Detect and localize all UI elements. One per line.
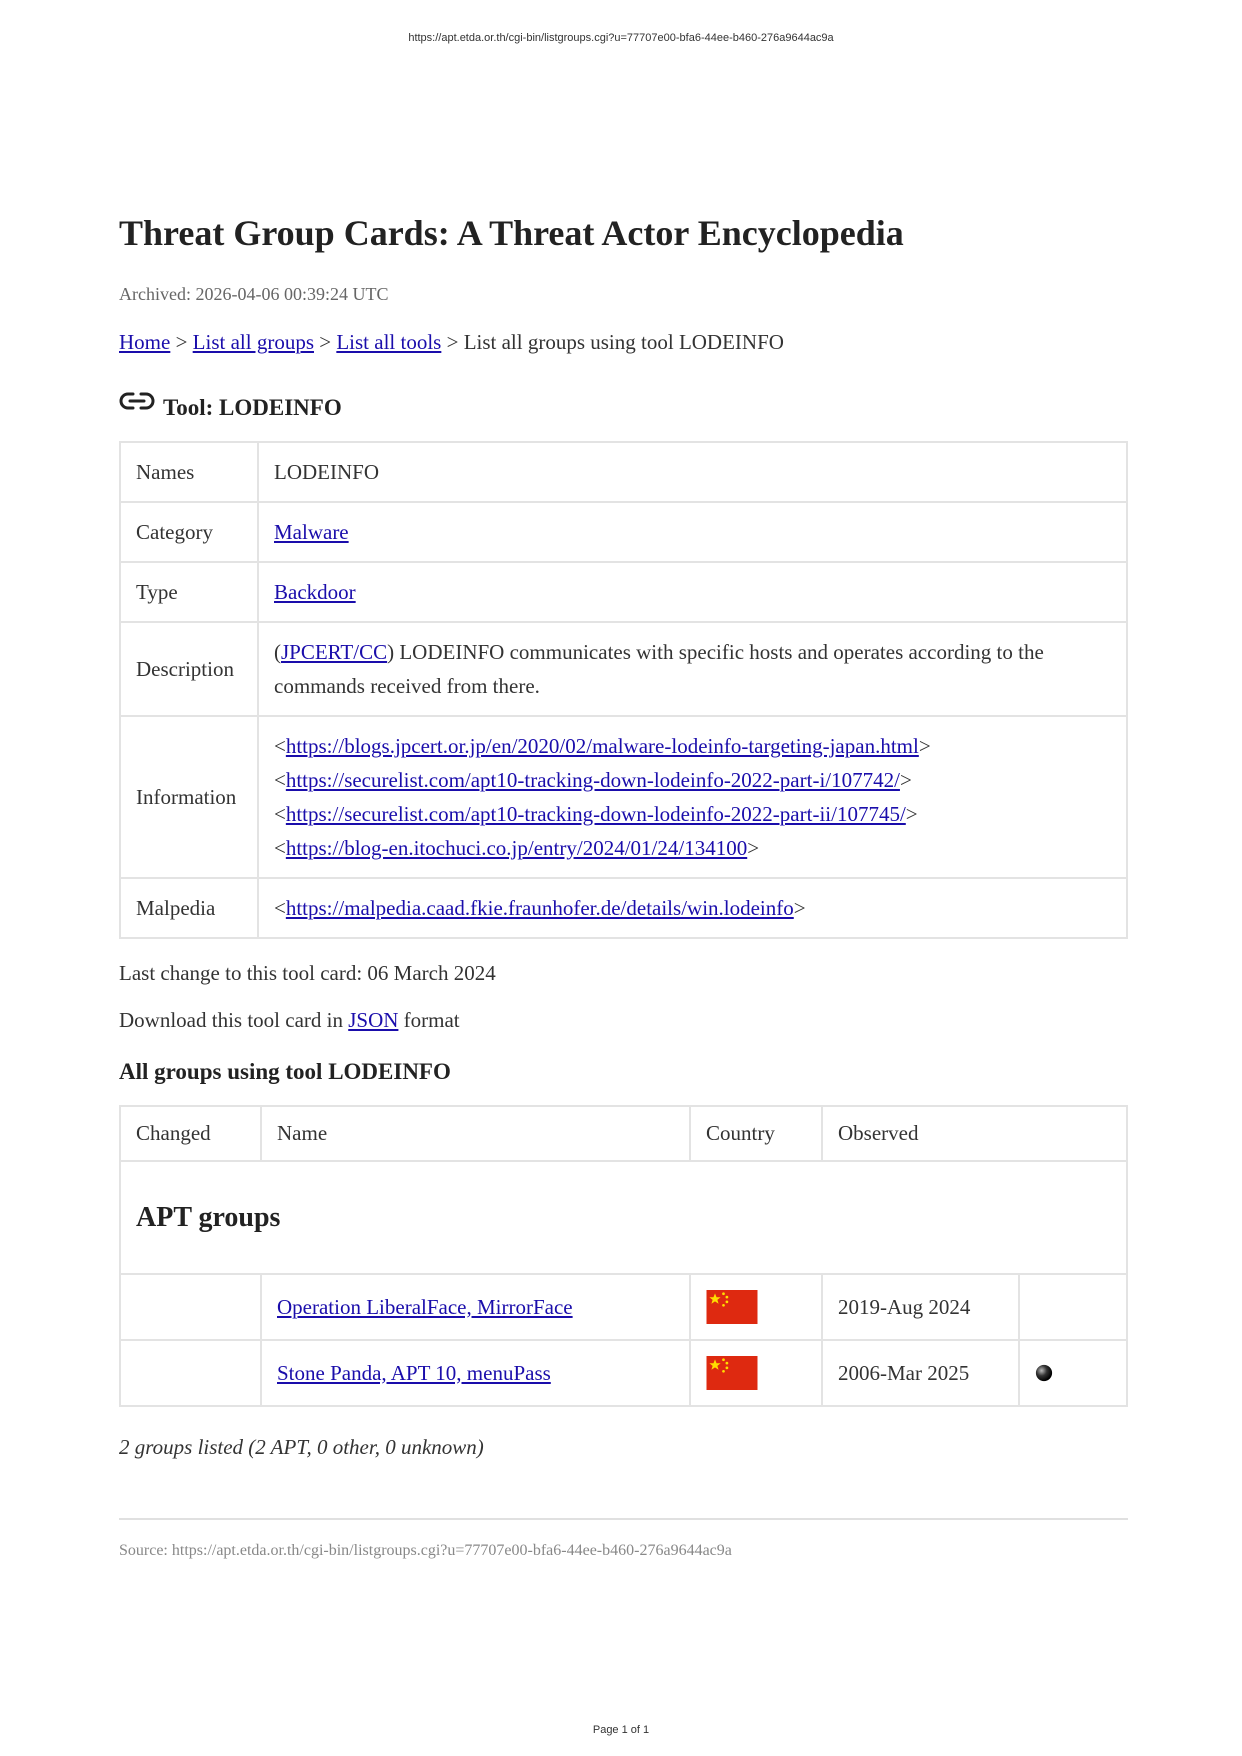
breadcrumb-separator: > xyxy=(175,330,188,354)
section-row xyxy=(120,1161,1127,1274)
table-row xyxy=(120,622,1127,716)
description-cell: (JPCERT/CC) LODEINFO communicates with specific hosts and operates according to the commands received from there. xyxy=(258,622,1127,716)
country-cell xyxy=(690,1274,822,1340)
description-text: LODEINFO communicates with specific hosts and operates according to the commands received from there. xyxy=(274,640,1044,698)
tool-heading xyxy=(119,389,1128,421)
breadcrumb-home-link[interactable]: Home xyxy=(119,330,171,354)
country-cell xyxy=(690,1340,822,1406)
breadcrumb-list-groups-link[interactable]: List all groups xyxy=(192,330,314,354)
table-row xyxy=(120,562,1127,622)
column-header-observed: Observed xyxy=(822,1106,1127,1161)
information-label: Information xyxy=(120,716,258,878)
archived-timestamp: Archived: 2026-04-06 00:39:24 UTC xyxy=(119,284,389,304)
observed-cell: 2006-Mar 2025 xyxy=(822,1340,1019,1406)
groups-heading: All groups using tool LODEINFO xyxy=(119,1059,451,1084)
names-value: LODEINFO xyxy=(258,442,1127,502)
download-suffix: format xyxy=(403,1008,460,1032)
table-row xyxy=(120,502,1127,562)
changed-cell xyxy=(120,1274,261,1340)
source-url: Source: https://apt.etda.or.th/cgi-bin/listgroups.cgi?u=77707e00-bfa6-44ee-b460-276a9644ac9a xyxy=(119,1542,732,1559)
description-source-link[interactable]: JPCERT/CC xyxy=(281,640,388,664)
divider xyxy=(119,1518,1128,1520)
column-header-country: Country xyxy=(690,1106,822,1161)
print-header-url: https://apt.etda.or.th/cgi-bin/listgroups.cgi?u=77707e00-bfa6-44ee-b460-276a9644ac9a xyxy=(408,32,834,44)
column-header-name: Name xyxy=(261,1106,690,1161)
breadcrumb-current: List all groups using tool LODEINFO xyxy=(463,330,784,354)
group-link[interactable]: Stone Panda, APT 10, menuPass xyxy=(277,1360,551,1385)
malpedia-cell: <https://malpedia.caad.fkie.fraunhofer.de/details/win.lodeinfo> xyxy=(258,878,1127,938)
table-row xyxy=(120,1274,1127,1340)
malpedia-label: Malpedia xyxy=(120,878,258,938)
malpedia-link[interactable]: https://malpedia.caad.fkie.fraunhofer.de/details/win.lodeinfo xyxy=(285,896,794,920)
category-label: Category xyxy=(120,502,258,562)
name-cell xyxy=(261,1340,690,1406)
main-content xyxy=(119,210,1128,1560)
table-row xyxy=(120,442,1127,502)
names-label: Names xyxy=(120,442,258,502)
china-flag-icon xyxy=(706,1290,758,1324)
marker-cell xyxy=(1019,1340,1127,1406)
page-title: Threat Group Cards: A Threat Actor Encyclopedia xyxy=(119,213,904,253)
group-link[interactable]: Operation LiberalFace, MirrorFace xyxy=(277,1294,573,1319)
download-prefix: Download this tool card in xyxy=(119,1008,343,1032)
observed-cell: 2019-Aug 2024 xyxy=(822,1274,1019,1340)
json-download-link[interactable]: JSON xyxy=(348,1008,399,1032)
breadcrumb xyxy=(119,330,1128,355)
section-title-apt-groups: APT groups xyxy=(120,1161,1127,1274)
link-icon xyxy=(119,389,155,413)
table-row xyxy=(120,716,1127,878)
breadcrumb-separator: > xyxy=(319,330,332,354)
information-link[interactable]: https://blogs.jpcert.or.jp/en/2020/02/malware-lodeinfo-targeting-japan.html xyxy=(285,734,919,758)
type-link[interactable]: Backdoor xyxy=(274,580,356,604)
download-line xyxy=(119,1008,1128,1033)
print-footer-page-number: Page 1 of 1 xyxy=(592,1724,650,1736)
name-cell xyxy=(261,1274,690,1340)
information-cell: <https://blogs.jpcert.or.jp/en/2020/02/malware-lodeinfo-targeting-japan.html> <https://securelist.com/apt10-tracking-down-lodeinfo-2022-part-i/107742/> <https://securelist.com/apt10-tracking-down-lodeinfo-2022-part-ii/107745/> <https://blog-en.itochuci.co.jp/entry/2024/01/24/134100> xyxy=(258,716,1127,878)
marker-cell xyxy=(1019,1274,1127,1340)
changed-cell xyxy=(120,1340,261,1406)
groups-summary: 2 groups listed (2 APT, 0 other, 0 unknown) xyxy=(119,1435,484,1459)
category-link[interactable]: Malware xyxy=(274,520,349,544)
groups-header-row xyxy=(120,1106,1127,1161)
last-change-text: Last change to this tool card: 06 March 2024 xyxy=(119,961,496,985)
groups-table xyxy=(119,1105,1128,1407)
china-flag-icon xyxy=(706,1356,758,1390)
information-link[interactable]: https://securelist.com/apt10-tracking-down-lodeinfo-2022-part-ii/107745/ xyxy=(285,802,906,826)
type-label: Type xyxy=(120,562,258,622)
description-label: Description xyxy=(120,622,258,716)
breadcrumb-list-tools-link[interactable]: List all tools xyxy=(336,330,442,354)
tool-info-table xyxy=(119,441,1128,939)
black-dot-icon xyxy=(1035,1364,1053,1382)
type-cell xyxy=(258,562,1127,622)
breadcrumb-separator: > xyxy=(446,330,459,354)
table-row xyxy=(120,1340,1127,1406)
category-cell xyxy=(258,502,1127,562)
table-row xyxy=(120,878,1127,938)
information-link[interactable]: https://securelist.com/apt10-tracking-down-lodeinfo-2022-part-i/107742/ xyxy=(285,768,900,792)
tool-heading-text: Tool: LODEINFO xyxy=(163,395,342,420)
information-link[interactable]: https://blog-en.itochuci.co.jp/entry/2024/01/24/134100 xyxy=(285,836,748,860)
column-header-changed: Changed xyxy=(120,1106,261,1161)
